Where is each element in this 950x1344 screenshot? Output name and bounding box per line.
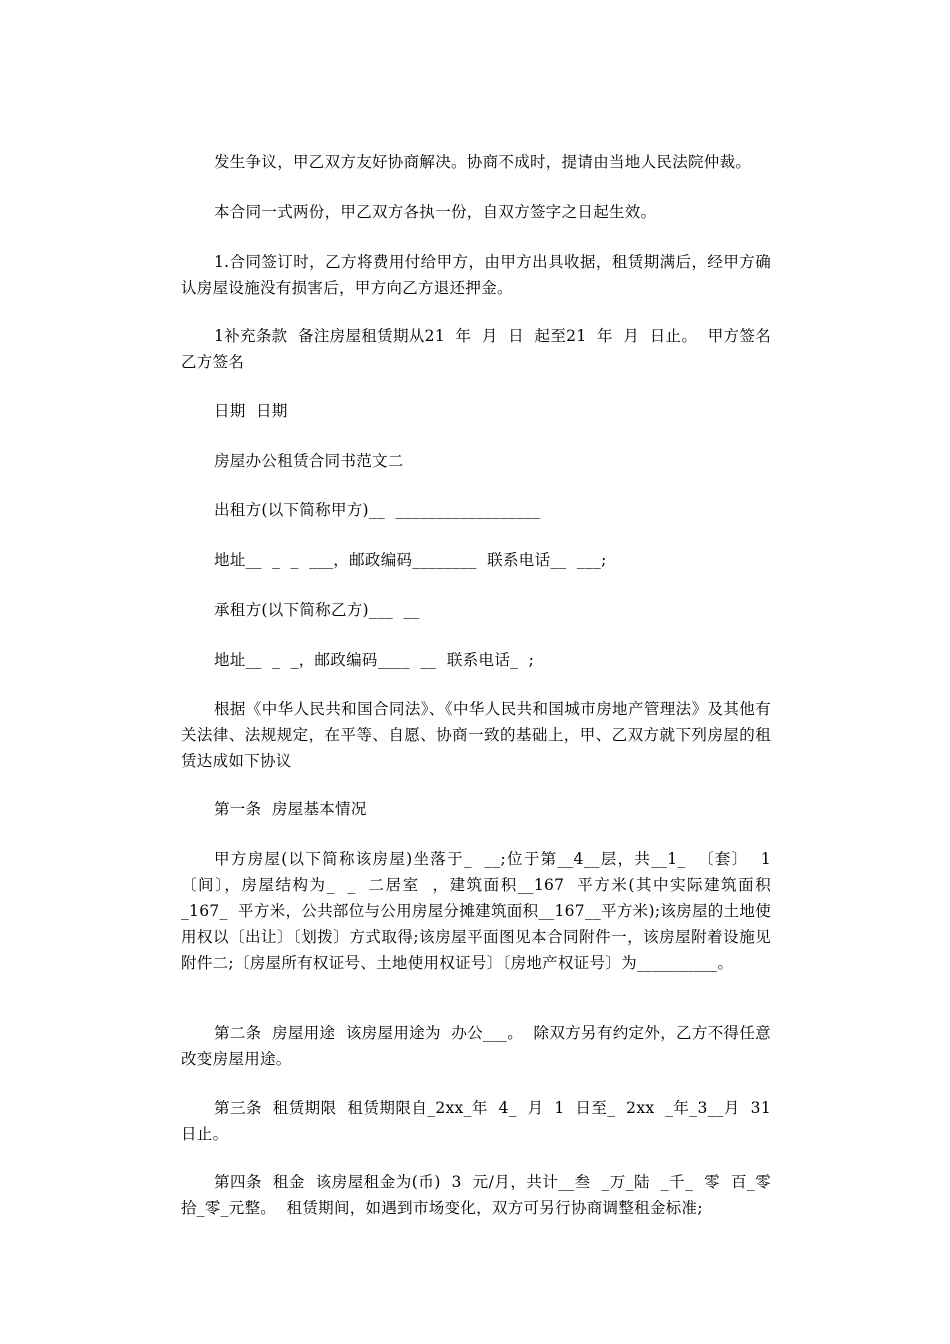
paragraph-dispute-resolution: 发生争议，甲乙双方友好协商解决。协商不成时，提请由当地人民法院仲裁。 <box>214 153 752 171</box>
paragraph-supplementary-terms: 1补充条款 备注房屋租赁期从21 年 月 日 起至21 年 月 日止。 甲方签名 乙方签名 <box>181 327 782 371</box>
paragraph-copies: 本合同一式两份，甲乙双方各执一份，自双方签字之日起生效。 <box>214 203 657 221</box>
article-4-rent: 第四条 租金 该房屋租金为(币) 3 元/月，共计__叁 _万_陆 _千_ 零 百_零 拾_零_元整。 租赁期间，如遇到市场变化，双方可另行协商调整租金标准; <box>181 1173 782 1217</box>
paragraph-property-details: 甲方房屋(以下简称该房屋)坐落于_ __;位于第__4__层，共__1_ 〔套〕 1〔间〕，房屋结构为_ _ 二居室 ，建筑面积__167 平方米(其中实际建筑面积_167_ 平方米，公共部位与公用房屋分摊建筑面积__167__平方米);该房屋的土地使用权以〔出让〕〔划拨〕方式取得;该房屋平面图见本合同附件一，该房屋附着设施见附件二;〔房屋所有权证号、土地使用权证号〕〔房地产权证号〕为__________。 <box>181 850 771 972</box>
paragraph-signature-dates: 日期 日期 <box>214 402 288 420</box>
paragraph-lessor: 出租方(以下简称甲方)__ __________________ <box>214 501 541 519</box>
paragraph-deposit-refund: 1.合同签订时，乙方将费用付给甲方，由甲方出具收据，租赁期满后，经甲方确认房屋设施没有损害后，甲方向乙方退还押金。 <box>181 253 771 297</box>
article-1-heading: 第一条 房屋基本情况 <box>214 800 367 818</box>
paragraph-lessor-address: 地址__ _ _ ___，邮政编码________ 联系电话__ ___; <box>214 551 607 569</box>
article-3-lease-term: 第三条 租赁期限 租赁期限自_2xx_年 4_ 月 1 日至_ 2xx _年_3__月 31日止。 <box>181 1099 771 1143</box>
paragraph-lessee-address: 地址__ _ _，邮政编码____ __ 联系电话_ ; <box>214 651 535 669</box>
paragraph-lessee: 承租方(以下简称乙方)___ __ <box>214 601 420 619</box>
paragraph-legal-basis: 根据《中华人民共和国合同法》、《中华人民共和国城市房地产管理法》及其他有关法律、法规规定，在平等、自愿、协商一致的基础上，甲、乙双方就下列房屋的租赁达成如下协议 <box>181 700 771 770</box>
document-subtitle: 房屋办公租赁合同书范文二 <box>214 452 404 470</box>
article-2-property-use: 第二条 房屋用途 该房屋用途为 办公___。 除双方另有约定外，乙方不得任意改变房屋用途。 <box>181 1024 771 1068</box>
